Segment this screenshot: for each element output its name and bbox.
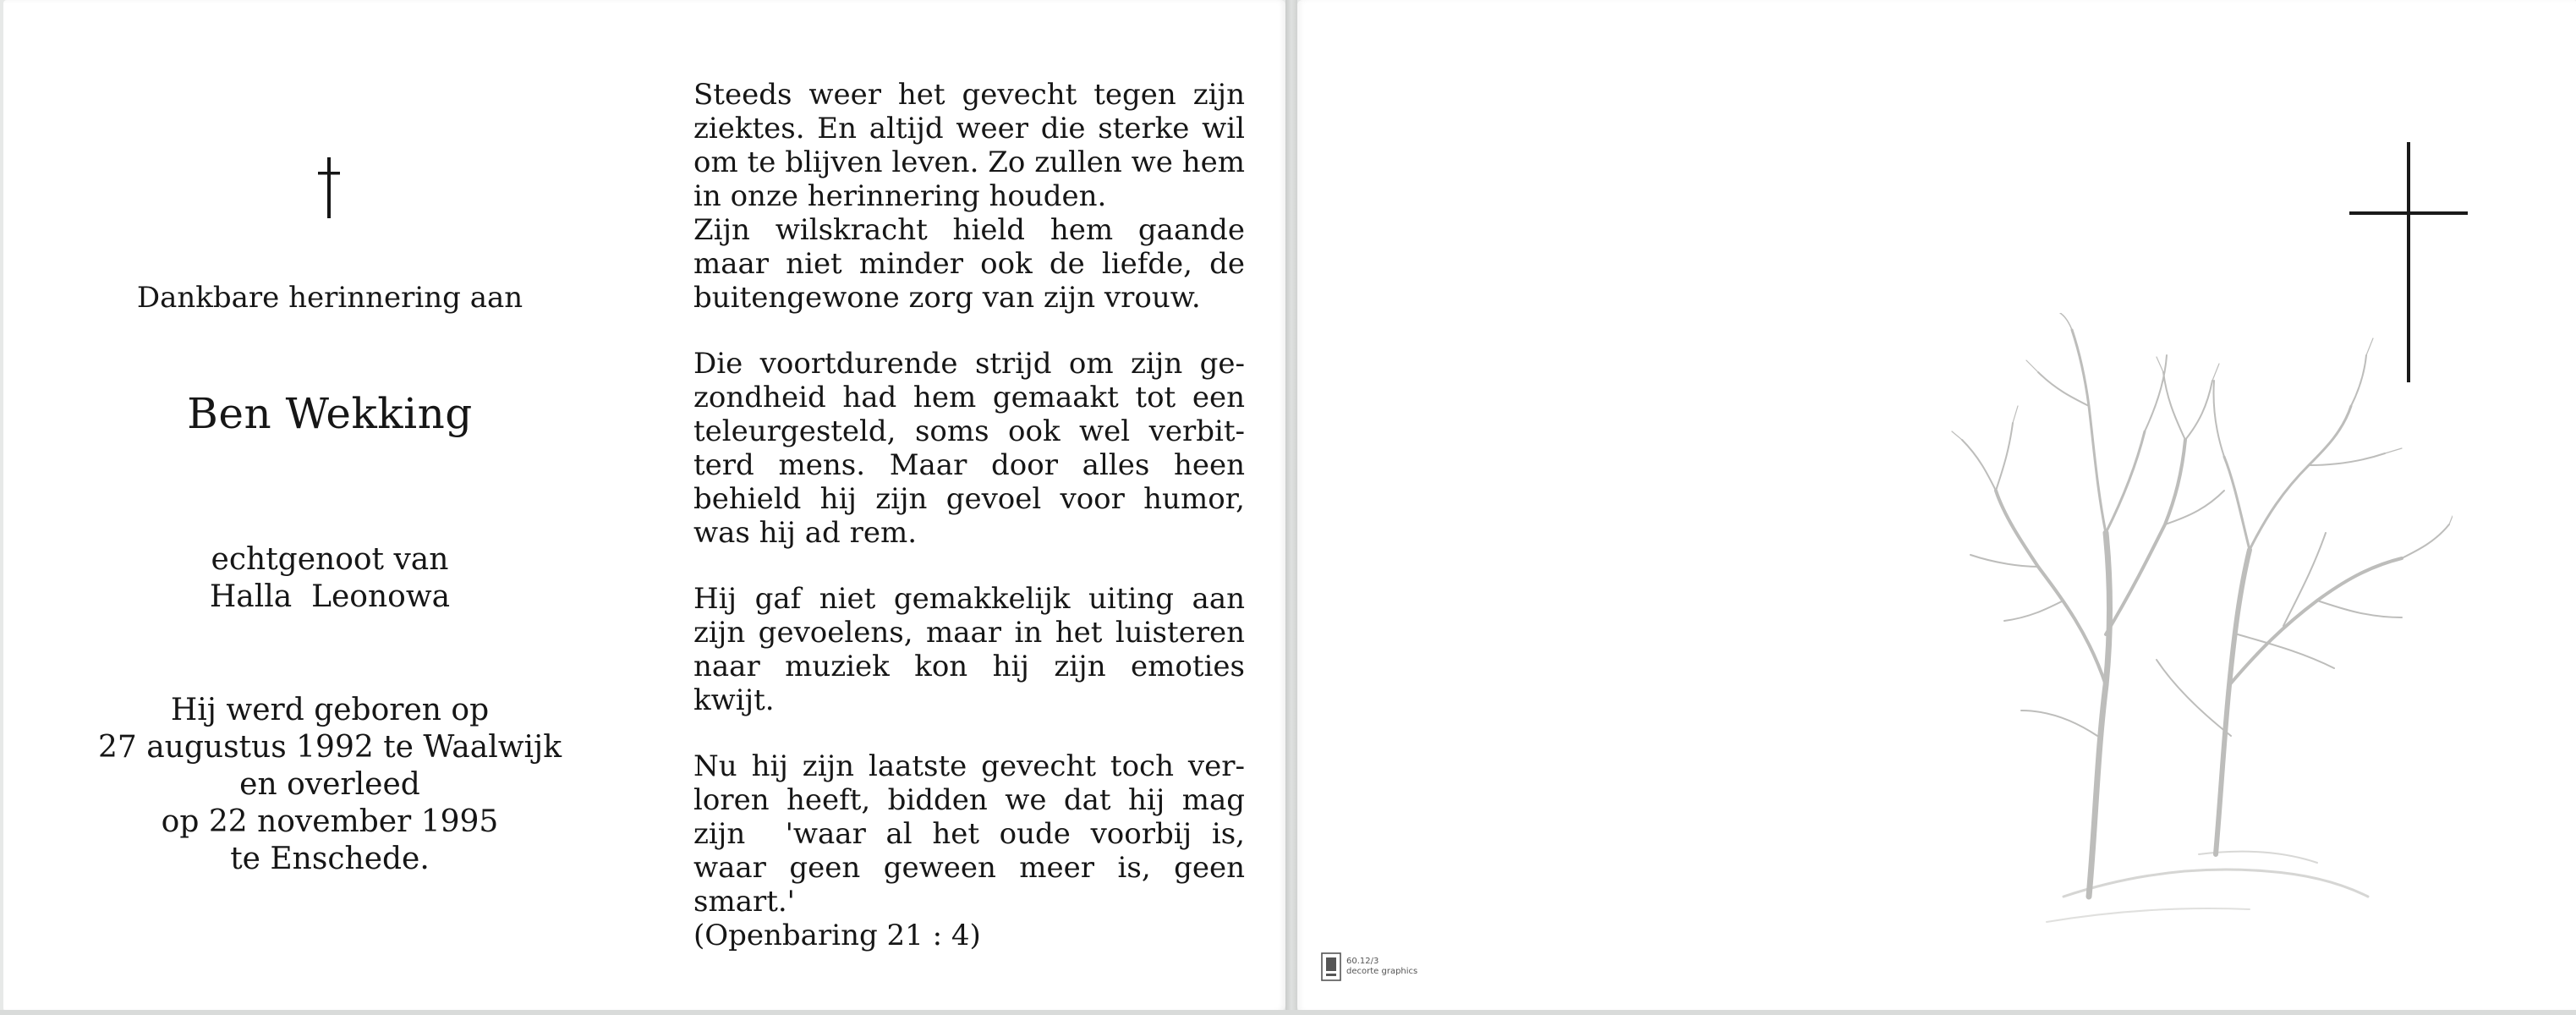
- poem-line: Nu hij zijn laatste gevecht toch ver-: [693, 749, 1245, 783]
- poem-line: terd mens. Maar door alles heen: [693, 448, 1245, 482]
- publisher-logo-icon: [1321, 952, 1341, 981]
- memorial-poem: [693, 78, 1245, 952]
- life-line: Hij werd geboren op: [170, 693, 490, 727]
- poem-line: kwijt.: [693, 683, 775, 717]
- poem-line: (Openbaring 21 : 4): [693, 919, 981, 952]
- card-fold-gap: [1285, 0, 1297, 1015]
- poem-stanza: [693, 347, 1245, 550]
- poem-line: teleurgesteld, soms ook wel verbit-: [693, 414, 1245, 448]
- poem-line: zondheid had hem gemaakt tot een: [693, 381, 1245, 414]
- remembrance-intro: [59, 279, 600, 316]
- publisher-text: [1346, 957, 1417, 977]
- poem-line: om te blijven leven. Zo zullen we hem: [693, 145, 1245, 179]
- name-text: Ben Wekking: [187, 389, 473, 438]
- poem-line: Zijn wilskracht hield hem gaande: [693, 213, 1245, 247]
- poem-line: smart.': [693, 885, 796, 919]
- spouse-line: Halla Leonowa: [209, 579, 451, 614]
- poem-line: loren heeft, bidden we dat hij mag: [693, 783, 1245, 817]
- spouse-block: [59, 541, 600, 616]
- poem-stanza: [693, 78, 1245, 315]
- poem-line: was hij ad rem.: [693, 516, 918, 550]
- deceased-name: [59, 387, 600, 440]
- intro-text: Dankbare herinnering aan: [136, 281, 523, 315]
- life-dates-block: [59, 692, 600, 878]
- publisher-name: decorte graphics: [1346, 967, 1418, 976]
- poem-line: maar niet minder ook de liefde, de: [693, 247, 1245, 281]
- poem-line: Hij gaf niet gemakkelijk uiting aan: [693, 582, 1245, 616]
- bare-trees-illustration: [1945, 313, 2453, 956]
- poem-line: Steeds weer het gevecht tegen zijn: [693, 78, 1245, 112]
- publisher-imprint: [1321, 951, 1417, 983]
- life-line: 27 augustus 1992 te Waalwijk: [97, 730, 562, 765]
- life-line: en overleed: [239, 767, 420, 802]
- bottom-edge: [0, 1010, 2576, 1015]
- publisher-code: 60.12/3: [1346, 957, 1379, 966]
- poem-line: behield hij zijn gevoel voor humor,: [693, 482, 1245, 516]
- poem-line: ziektes. En altijd weer die sterke wil: [693, 112, 1245, 145]
- poem-line: waar geen geween meer is, geen: [693, 851, 1245, 885]
- poem-line: zijn 'waar al het oude voorbij is,: [693, 817, 1245, 851]
- poem-line: naar muziek kon hij zijn emoties: [693, 650, 1245, 683]
- poem-line: buitengewone zorg van zijn vrouw.: [693, 281, 1201, 315]
- spouse-line: echtgenoot van: [211, 542, 449, 577]
- poem-stanza: [693, 749, 1245, 952]
- life-line: te Enschede.: [230, 842, 430, 876]
- cross-icon: [315, 157, 343, 218]
- poem-stanza: [693, 582, 1245, 717]
- poem-line: zijn gevoelens, maar in het luisteren: [693, 616, 1245, 650]
- poem-line: Die voortdurende strijd om zijn ge-: [693, 347, 1245, 381]
- life-line: op 22 november 1995: [161, 804, 499, 839]
- poem-line: in onze herinnering houden.: [693, 179, 1107, 213]
